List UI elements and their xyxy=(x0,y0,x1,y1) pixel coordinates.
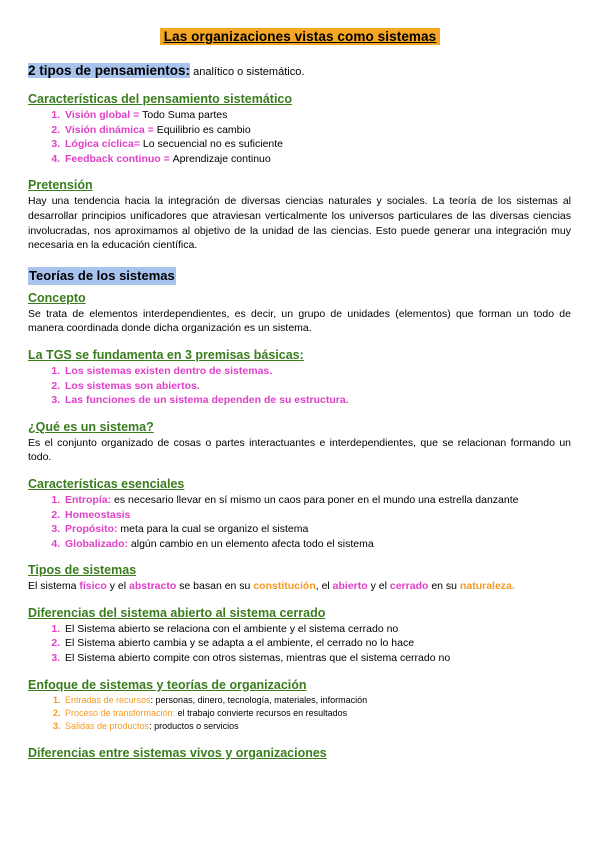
list-item: 1. Entropía: es necesario llevar en sí mismo un caos para poner en el mundo una estrella danzante xyxy=(63,493,571,508)
list-item: 1. Entradas de recursos: personas, dinero, tecnología, materiales, información xyxy=(63,694,571,707)
document-body xyxy=(28,60,571,762)
heading-essentials: Características esenciales xyxy=(28,476,185,491)
heading-living-systems: Diferencias entre sistemas vivos y organizaciones xyxy=(28,745,327,760)
list-item: 2. Proceso de transformación: el trabajo convierte recursos en resultados xyxy=(63,707,571,720)
heading-concept: Concepto xyxy=(28,290,86,305)
heading-types: Tipos de sistemas xyxy=(28,563,137,578)
list-item: 3. Salidas de productos: productos o servicios xyxy=(63,720,571,733)
heading-theories: Teorías de los sistemas xyxy=(29,267,175,283)
intro-line xyxy=(28,63,571,80)
list-item: 3. Propósito: meta para la cual se organizo el sistema xyxy=(63,522,571,537)
approach-list xyxy=(28,694,571,734)
intro-lead: 2 tipos de pensamientos: xyxy=(28,63,191,78)
differences-list xyxy=(28,622,571,666)
pretension-paragraph: Hay una tendencia hacia la integración de diversas ciencias naturales y sociales. La teoría de los sistemas al desarrollar principios unificadores que atraviesan verticalmente los universos particulares de las diversas ciencias involucradas, nos aproximamos al objetivo de la unidad de las ciencias. Esto puede generar una integración muy necesaria en la educación científica. xyxy=(28,195,571,252)
heading-pretension: Pretensión xyxy=(28,178,93,193)
list-item: 3. Lógica cíclica= Lo secuencial no es suficiente xyxy=(63,137,571,152)
concept-paragraph: Se trata de elementos interdependientes, es decir, un grupo de unidades (elementos) que forman un todo de manera coordinada donde dicha organización es un sistema. xyxy=(28,307,571,335)
heading-characteristics: Características del pensamiento sistemático xyxy=(28,92,293,106)
list-item: 4. Globalizado: algún cambio en un elemento afecta todo el sistema xyxy=(63,537,571,552)
document-title: Las organizaciones vistas como sistemas xyxy=(160,28,441,45)
heading-what-is: ¿Qué es un sistema? xyxy=(28,419,154,434)
list-item: 3. Las funciones de un sistema dependen de su estructura. xyxy=(63,393,571,408)
heading-approach: Enfoque de sistemas y teorías de organización xyxy=(28,677,307,692)
list-item: 1. El Sistema abierto se relaciona con el ambiente y el sistema cerrado no xyxy=(63,622,571,637)
list-item: 3. El Sistema abierto compite con otros sistemas, mientras que el sistema cerrado no xyxy=(63,651,571,666)
list-item: 2. El Sistema abierto cambia y se adapta a el ambiente, el cerrado no lo hace xyxy=(63,636,571,651)
list-item: 1. Visión global = Todo Suma partes xyxy=(63,108,571,123)
premises-list xyxy=(28,364,571,408)
types-paragraph: El sistema físico y el abstracto se basan en su constitución, el abierto y el cerrado en su naturaleza. xyxy=(28,580,515,593)
list-item: 2. Homeostasis xyxy=(63,508,571,523)
list-item: 2. Los sistemas son abiertos. xyxy=(63,379,571,394)
heading-premises: La TGS se fundamenta en 3 premisas básicas: xyxy=(28,347,304,362)
characteristics-list xyxy=(28,108,571,166)
essentials-list xyxy=(28,493,571,551)
heading-differences: Diferencias del sistema abierto al sistema cerrado xyxy=(28,605,326,620)
list-item: 1. Los sistemas existen dentro de sistemas. xyxy=(63,364,571,379)
what-is-paragraph: Es el conjunto organizado de cosas o partes interactuantes e interdependientes, que se relacionan formando un todo. xyxy=(28,436,571,464)
list-item: 2. Visión dinámica = Equilibrio es cambio xyxy=(63,123,571,138)
list-item: 4. Feedback continuo = Aprendizaje continuo xyxy=(63,152,571,167)
intro-text: analítico o sistemático. xyxy=(190,66,305,78)
